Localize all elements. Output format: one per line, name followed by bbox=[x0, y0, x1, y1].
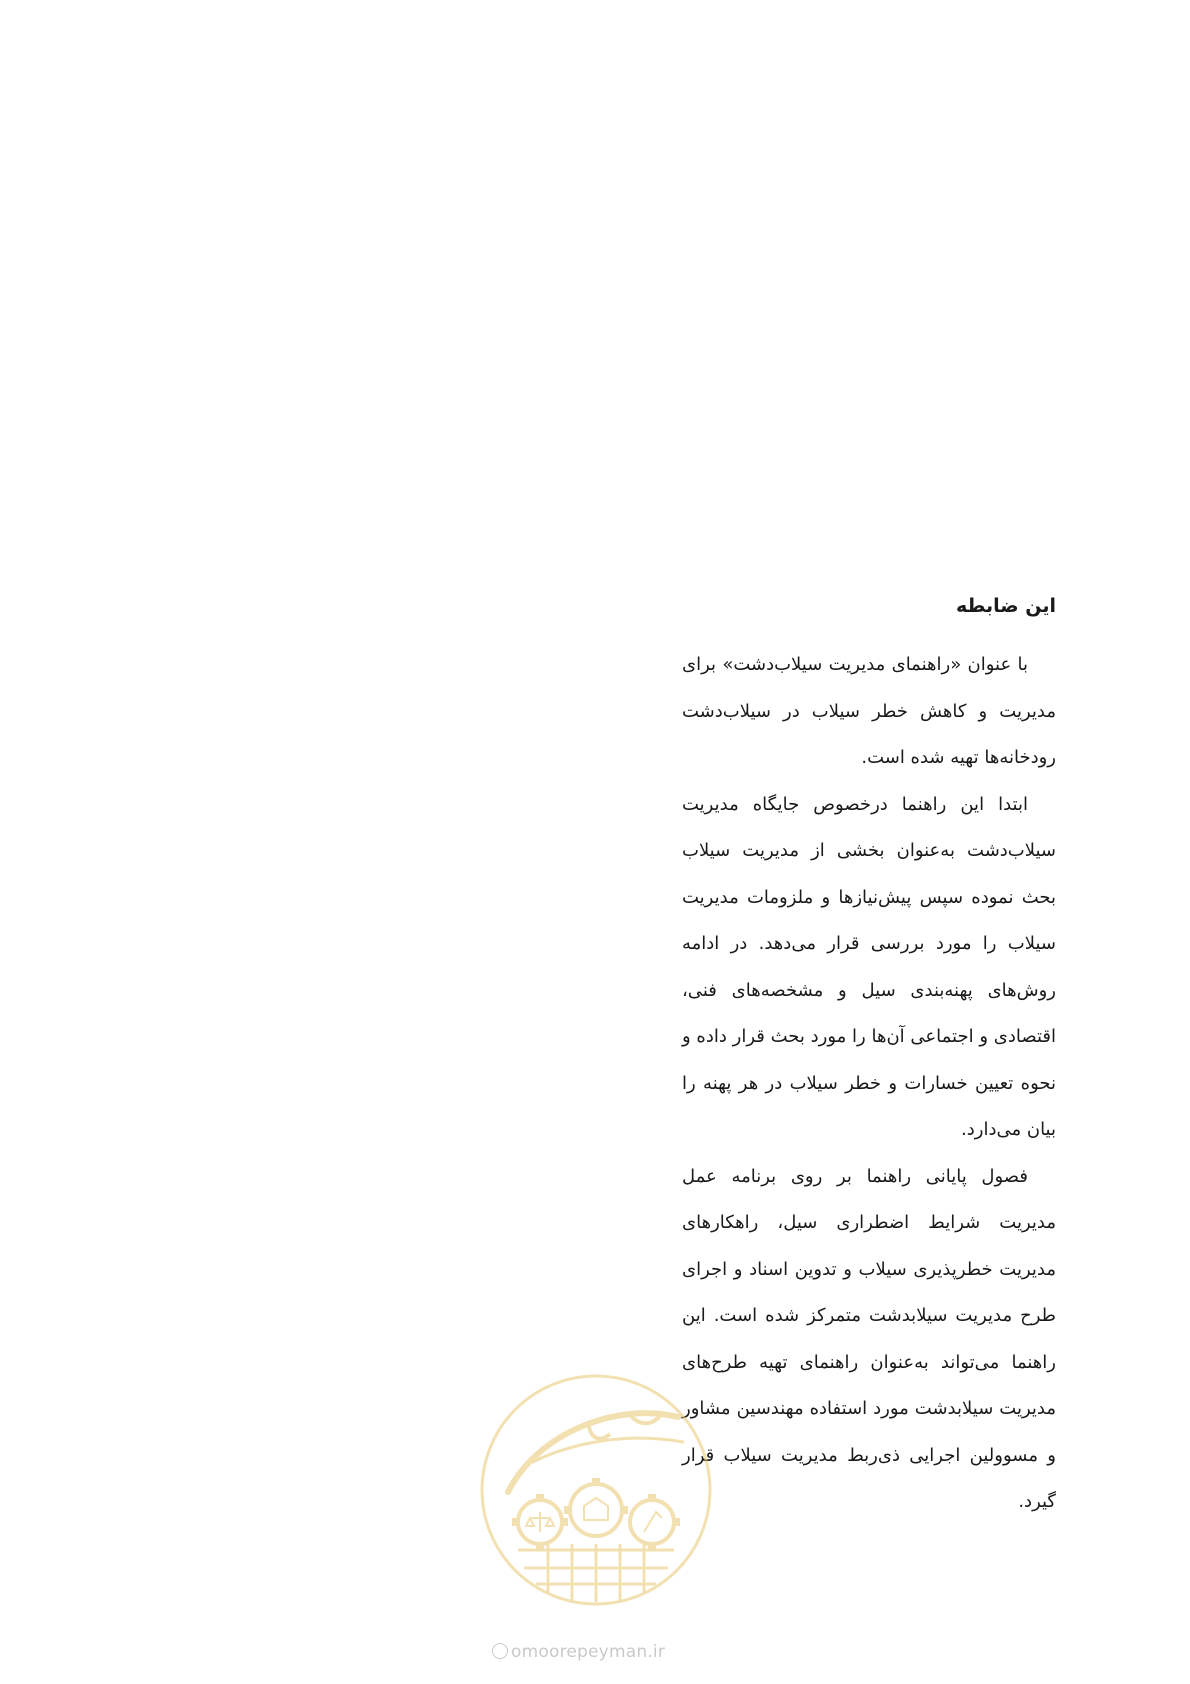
paragraph-2: ابتدا این راهنما درخصوص جایگاه مدیریت سیلاب‌دشت به‌عنوان بخشی از مدیریت سیلاب بحث نموده سپس پیش‌نیازها و ملزومات مدیریت سیلاب را مورد بررسی قرار می‌دهد. در ادامه روش‌های پهنه‌بندی سیل و مشخصه‌های فنی، اقتصادی و اجتماعی آن‌ها را مورد بحث قرار داده و نحوه تعیین خسارات و خطر سیلاب در هر پهنه را بیان می‌دارد. bbox=[682, 793, 1056, 1140]
watermark-url: omoorepeyman.ir bbox=[492, 1642, 665, 1662]
section-heading: این ضابطه bbox=[955, 595, 1056, 617]
paragraph-1: با عنوان «راهنمای مدیریت سیلاب‌دشت» برای مدیریت و کاهش خطر سیلاب در سیلاب‌دشت رودخانه‌ها تهیه شده است. bbox=[682, 654, 1056, 768]
omoore-peyman-seal-icon bbox=[478, 1372, 714, 1608]
paragraph-3: فصول پایانی راهنما بر روی برنامه عمل مدیریت شرایط اضطراری سیل، راهکارهای مدیریت خطرپذیری سیلاب و تدوین اسناد و اجرای طرح مدیریت سیلابدشت متمرکز شده است. این راهنما می‌تواند به‌عنوان راهنمای تهیه طرح‌های مدیریت سیلابدشت مورد استفاده مهندسین مشاور و مسوولین اجرایی ذی‌ربط مدیریت سیلاب قرار گیرد. bbox=[682, 1165, 1056, 1512]
globe-icon bbox=[492, 1643, 508, 1659]
text-column bbox=[682, 592, 1056, 1526]
